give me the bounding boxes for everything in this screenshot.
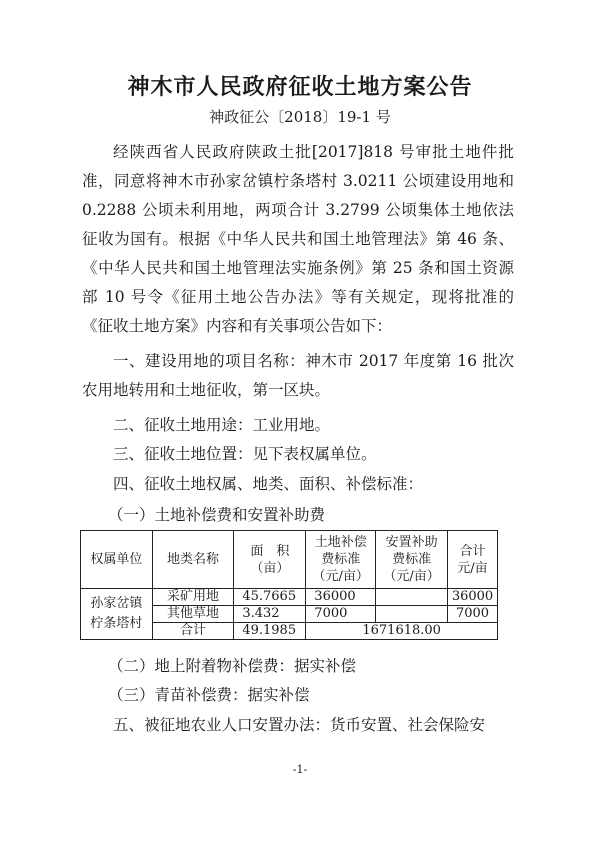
cell-total: 7000 xyxy=(447,606,497,623)
compensation-table xyxy=(80,530,498,640)
table-row xyxy=(81,589,498,606)
cell-owner: 孙家岔镇 柠条塔村 xyxy=(81,589,153,640)
header-area: 面 积 （亩） xyxy=(234,531,306,589)
cell-total: 36000 xyxy=(447,589,497,606)
cell-land-type: 其他草地 xyxy=(152,606,234,623)
cell-area: 3.432 xyxy=(234,606,306,623)
item-resettlement: 五、被征地农业人口安置办法：货币安置、社会保险安 xyxy=(113,716,486,734)
header-owner: 权属单位 xyxy=(81,531,153,589)
cell-sum-amount: 1671618.00 xyxy=(306,623,498,640)
document-number: 神政征公〔2018〕19-1 号 xyxy=(209,108,391,126)
cell-resettle-std xyxy=(376,589,448,606)
cell-sum-label: 合计 xyxy=(152,623,234,640)
subsection-crops: （三）青苗补偿费：据实补偿 xyxy=(108,686,310,704)
cell-land-type: 采矿用地 xyxy=(152,589,234,606)
intro-paragraph: 经陕西省人民政府陕政土批[2017]818 号审批土地件批准，同意将神木市孙家岔镇柠条塔村 3.0211 公顷建设用地和 0.2288 公顷未利用地，两项合计 3.2799 公顷集体土地依法征收为国有。根据《中华人民共和国土地管理法》第 46 条、《中华人民共和国土地管理法实施条例》第 25 条和国土资源部 10 号令《征用土地公告办法》等有关规定，现将批准的《征收土地方案》内容和有关事项公告如下： xyxy=(82,143,514,335)
subsection-land-compensation: （一）土地补偿费和安置补助费 xyxy=(108,506,326,524)
cell-land-std: 7000 xyxy=(306,606,376,623)
header-land-compensation: 土地补偿 费标准 （元/亩） xyxy=(306,531,376,589)
subsection-attachments: （二）地上附着物补偿费：据实补偿 xyxy=(108,657,357,675)
page-number: -1- xyxy=(292,763,308,776)
item-land-ownership: 四、征收土地权属、地类、面积、补偿标准： xyxy=(113,475,424,493)
header-total: 合计 元/亩 xyxy=(447,531,497,589)
cell-area: 45.7665 xyxy=(234,589,306,606)
cell-resettle-std xyxy=(376,606,448,623)
item-land-use: 二、征收土地用途：工业用地。 xyxy=(113,416,331,434)
header-land-type: 地类名称 xyxy=(152,531,234,589)
cell-land-std: 36000 xyxy=(306,589,376,606)
cell-sum-area: 49.1985 xyxy=(234,623,306,640)
item-project-name: 一、建设用地的项目名称：神木市 2017 年度第 16 批次农用地转用和土地征收，第一区块。 xyxy=(82,352,514,399)
header-resettlement: 安置补助 费标准 （元/亩） xyxy=(376,531,448,589)
document-title: 神木市人民政府征收土地方案公告 xyxy=(127,74,473,100)
item-land-location: 三、征收土地位置：见下表权属单位。 xyxy=(113,445,377,463)
